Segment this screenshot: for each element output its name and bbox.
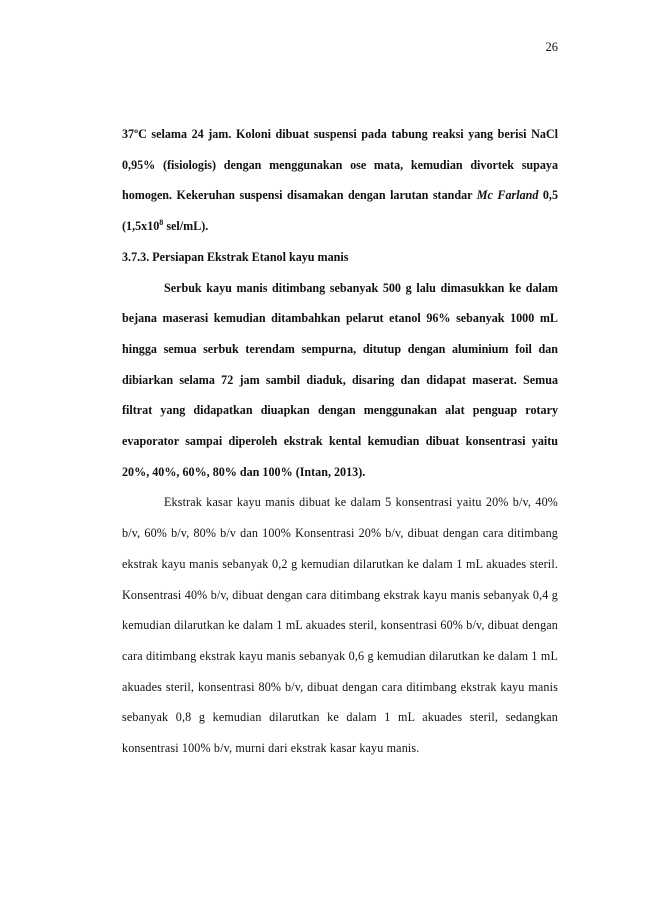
page-number: 26 xyxy=(545,40,558,54)
page-body xyxy=(122,119,558,764)
paragraph-text: 37ºC selama 24 jam. Koloni dibuat suspensi pada tabung reaksi yang berisi NaCl 0,95% (fisiologis) dengan menggunakan ose mata, kemudian divortek supaya homogen. Kekeruhan suspensi disamakan dengan larutan standar xyxy=(122,127,558,203)
mc-farland-term: Mc Farland xyxy=(476,188,539,203)
paragraph-concentrations: Ekstrak kasar kayu manis dibuat ke dalam 5 konsentrasi yaitu 20% b/v, 40% b/v, 60% b/v, 80% b/v dan 100% Konsentrasi 20% b/v, dibuat dengan cara ditimbang ekstrak kayu manis sebanyak 0,2 g kemudian dilarutkan ke dalam 1 mL akuades steril. Konsentrasi 40% b/v, dibuat dengan cara ditimbang ekstrak kayu manis sebanyak 0,4 g kemudian dilarutkan ke dalam 1 mL akuades steril, konsentrasi 60% b/v, dibuat dengan cara ditimbang ekstrak kayu manis sebanyak 0,6 g kemudian dilarutkan ke dalam 1 mL akuades steril, konsentrasi 80% b/v, dibuat dengan cara ditimbang ekstrak kayu manis sebanyak 0,8 g kemudian dilarutkan ke dalam 1 mL akuades steril, sedangkan konsentrasi 100% b/v, murni dari ekstrak kasar kayu manis. xyxy=(122,495,558,756)
paragraph-text: 0,5 (1,5x10 xyxy=(122,188,558,234)
paragraph-extract-preparation: Serbuk kayu manis ditimbang sebanyak 500 g lalu dimasukkan ke dalam bejana maserasi kemudian ditambahkan pelarut etanol 96% sebanyak 1000 mL hingga semua serbuk terendam sempurna, ditutup dengan aluminium foil dan dibiarkan selama 72 jam sambil diaduk, disaring dan didapat maserat. Semua filtrat yang didapatkan diuapkan dengan menggunakan alat penguap rotary evaporator sampai diperoleh ekstrak kental kemudian dibuat konsentrasi yaitu 20%, 40%, 60%, 80% dan 100% (Intan, 2013). xyxy=(122,280,558,479)
exponent: 8 xyxy=(159,218,164,228)
section-heading: 3.7.3. Persiapan Ekstrak Etanol kayu manis xyxy=(122,249,349,264)
paragraph-bacteria-suspension xyxy=(122,119,558,242)
paragraph-text: sel/mL). xyxy=(163,219,209,234)
